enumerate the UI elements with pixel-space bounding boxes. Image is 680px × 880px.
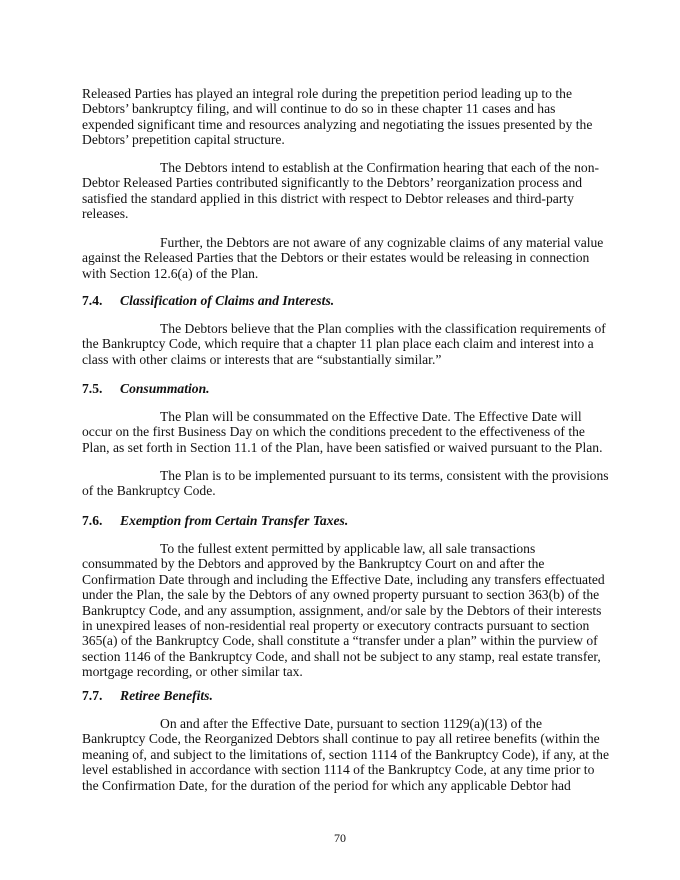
paragraph-1 <box>82 160 622 222</box>
text-line: The Plan is to be implemented pursuant to its terms, consistent with the provisions <box>160 468 609 483</box>
section-heading-7-4 <box>82 293 334 309</box>
text-line: The Debtors believe that the Plan complies with the classification requirements of <box>160 321 606 336</box>
section-title: Exemption from Certain Transfer Taxes. <box>120 513 349 528</box>
text-line: Bankruptcy Code, and any assumption, assignment, and/or sale by the Debtors of their interests <box>82 602 602 618</box>
text-line: The Plan will be consummated on the Effective Date. The Effective Date will <box>160 409 582 424</box>
text-line: Plan, as set forth in Section 11.1 of the Plan, have been satisfied or waived pursuant to the Plan. <box>82 439 603 455</box>
section-heading-7-5 <box>82 381 210 397</box>
paragraph-6 <box>82 541 622 680</box>
text-line: with Section 12.6(a) of the Plan. <box>82 265 259 281</box>
section-number: 7.5. <box>82 381 103 396</box>
section-number: 7.7. <box>82 688 103 703</box>
section-heading-7-7 <box>82 688 213 704</box>
text-line: against the Released Parties that the Debtors or their estates would be releasing in connection <box>82 250 590 266</box>
text-line: mortgage recording, or other similar tax. <box>82 664 303 680</box>
paragraph-3 <box>82 321 622 367</box>
text-line: occur on the first Business Day on which the conditions precedent to the effectiveness of the <box>82 424 585 440</box>
page-number: 70 <box>334 831 346 845</box>
text-line: Confirmation Date through and including the Effective Date, including any transfers effectuated <box>82 571 605 587</box>
text-line: Released Parties has played an integral role during the prepetition period leading up to the <box>82 86 572 101</box>
paragraph-7 <box>82 716 622 793</box>
text-line: To the fullest extent permitted by applicable law, all sale transactions <box>160 541 536 556</box>
section-title: Retiree Benefits. <box>120 688 213 703</box>
section-number: 7.6. <box>82 513 103 528</box>
text-line: On and after the Effective Date, pursuant to section 1129(a)(13) of the <box>160 716 542 731</box>
text-line: satisfied the standard applied in this district with respect to Debtor releases and third-party <box>82 190 574 206</box>
text-line: under the Plan, the sale by the Debtors of any owned property pursuant to section 363(b) of the <box>82 587 600 603</box>
section-heading-7-6 <box>82 513 348 529</box>
section-title: Classification of Claims and Interests. <box>120 293 335 308</box>
text-line: consummated by the Debtors and approved by the Bankruptcy Court on and after the <box>82 556 545 572</box>
text-line: level established in accordance with section 1114 of the Bankruptcy Code, at any time prior to <box>82 762 595 778</box>
text-line: class with other claims or interests that are “substantially similar.” <box>82 351 442 367</box>
text-line: Bankruptcy Code, the Reorganized Debtors shall continue to pay all retiree benefits (within the <box>82 731 600 747</box>
paragraph-2 <box>82 235 622 281</box>
text-line: The Debtors intend to establish at the Confirmation hearing that each of the non- <box>160 160 600 175</box>
text-line: 365(a) of the Bankruptcy Code, shall constitute a “transfer under a plan” within the purview of <box>82 633 598 649</box>
text-line: Debtors’ prepetition capital structure. <box>82 132 285 148</box>
paragraph-4 <box>82 409 622 455</box>
paragraph-0 <box>82 86 622 148</box>
text-line: Further, the Debtors are not aware of any cognizable claims of any material value <box>160 235 604 250</box>
section-title: Consummation. <box>120 381 210 396</box>
section-number: 7.4. <box>82 293 103 308</box>
text-line: Debtors’ bankruptcy filing, and will continue to do so in these chapter 11 cases and has <box>82 101 556 117</box>
paragraph-5 <box>82 468 622 499</box>
text-line: releases. <box>82 206 129 222</box>
text-line: in unexpired leases of non-residential real property or executory contracts pursuant to section <box>82 618 590 634</box>
text-line: of the Bankruptcy Code. <box>82 483 216 499</box>
text-line: Debtor Released Parties contributed significantly to the Debtors’ reorganization process and <box>82 175 583 191</box>
text-line: expended significant time and resources analyzing and negotiating the issues presented by the <box>82 116 593 132</box>
text-line: section 1146 of the Bankruptcy Code, and shall not be subject to any stamp, real estate transfer, <box>82 648 601 664</box>
text-line: meaning of, and subject to the limitations of, section 1114 of the Bankruptcy Code), if any, at the <box>82 746 610 762</box>
text-line: the Bankruptcy Code, which require that a chapter 11 plan place each claim and interest into a <box>82 336 594 352</box>
text-line: the Confirmation Date, for the duration of the period for which any applicable Debtor had <box>82 777 571 793</box>
